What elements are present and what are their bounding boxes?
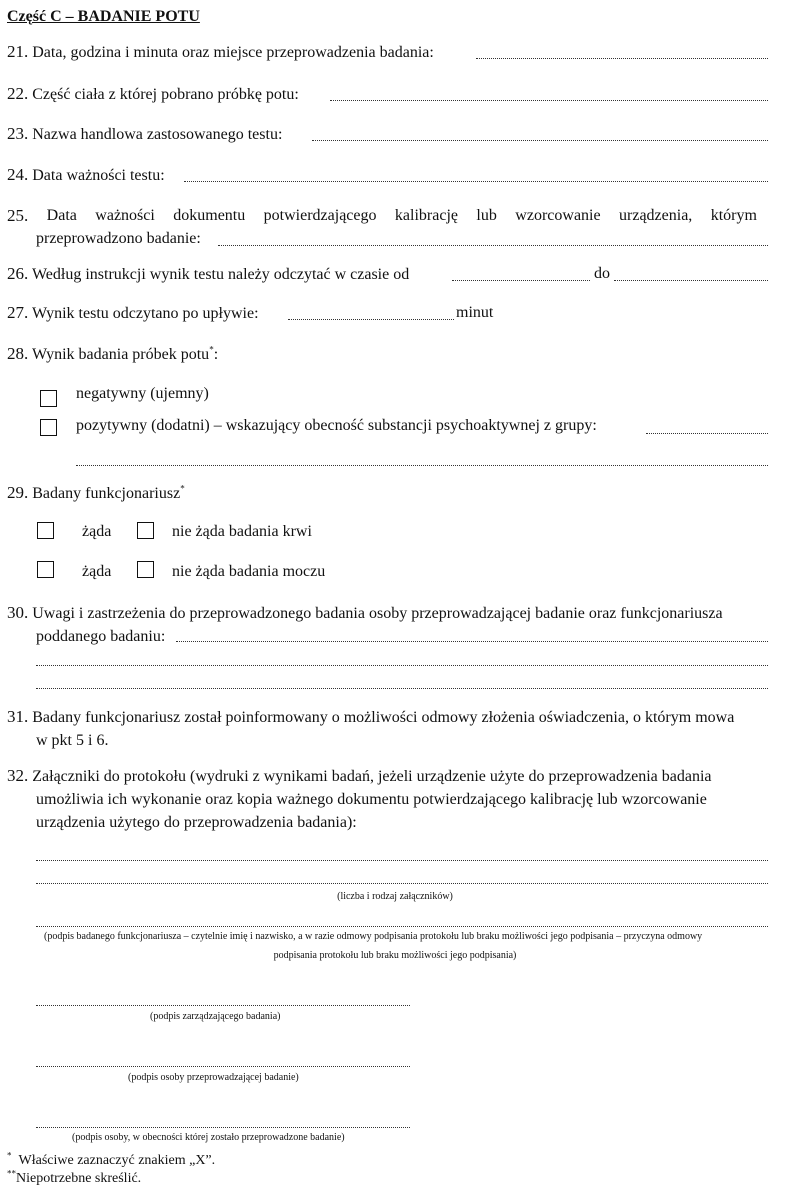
item-25-line2: przeprowadzono badanie:: [36, 230, 201, 247]
field-32-attachments[interactable]: [36, 860, 768, 861]
checkbox-urine-demands[interactable]: [37, 561, 54, 578]
item-32: [7, 766, 712, 787]
item-number: 22.: [7, 84, 29, 103]
field-24-test-expiry[interactable]: [184, 181, 768, 182]
item-24-label: Data ważności testu:: [32, 167, 165, 184]
item-30-line1: Uwagi i zastrzeżenia do przeprowadzonego badania osoby przeprowadzającej badanie oraz funkcjonariusza: [32, 605, 723, 622]
item-28-label: Wynik badania próbek potu: [31, 346, 210, 363]
footnote-1-mark: *: [7, 1150, 12, 1161]
item-26-label: Według instrukcji wynik testu należy odczytać w czasie od: [31, 266, 410, 283]
checkbox-urine-not-demands[interactable]: [137, 561, 154, 578]
item-25-word: którym: [710, 207, 757, 224]
item-number: 30.: [7, 603, 29, 622]
field-30-remarks-3[interactable]: [36, 688, 768, 689]
item-25-word: wzorcowanie: [515, 207, 601, 224]
item-28-colon: :: [213, 346, 219, 363]
caption-examiner-signature: (podpis osoby przeprowadzającej badanie): [128, 1072, 299, 1083]
item-24: [7, 165, 165, 186]
item-28: [7, 344, 218, 365]
item-21: [7, 42, 434, 63]
field-examiner-signature[interactable]: [36, 1066, 410, 1067]
urine-demands-label: żąda: [82, 563, 112, 580]
field-officer-signature[interactable]: [36, 926, 768, 927]
item-25-word: urządzenia,: [619, 207, 693, 224]
field-30-remarks[interactable]: [176, 641, 768, 642]
item-number: 26.: [7, 264, 29, 283]
item-number: 27.: [7, 303, 29, 322]
footnote-2: [7, 1170, 141, 1187]
item-27-unit: minut: [456, 304, 494, 321]
checkbox-positive[interactable]: [40, 419, 57, 436]
caption-witness-signature: (podpis osoby, w obecności której zostało przeprowadzone badanie): [72, 1132, 345, 1143]
item-31-line1: Badany funkcjonariusz został poinformowany o możliwości odmowy złożenia oświadczenia, o którym mowa: [32, 709, 735, 726]
field-25-calibration-date[interactable]: [218, 245, 768, 246]
item-31-line2: w pkt 5 i 6.: [36, 732, 109, 749]
section-title: Część C – BADANIE POTU: [7, 8, 200, 25]
item-25-word: Data: [46, 207, 77, 224]
field-30-remarks-2[interactable]: [36, 665, 768, 666]
field-orderer-signature[interactable]: [36, 1005, 410, 1006]
item-32-line1: Załączniki do protokołu (wydruki z wynikami badań, jeżeli urządzenie użyte do przeprowadzenia badania: [32, 768, 712, 785]
item-number: 23.: [7, 124, 29, 143]
item-27-label: Wynik testu odczytano po upływie:: [31, 305, 259, 322]
item-23: [7, 124, 282, 145]
item-32-line2: umożliwia ich wykonanie oraz kopia ważnego dokumentu potwierdzającego kalibrację lub wzorcowanie: [36, 791, 707, 808]
blood-demands-label: żąda: [82, 523, 112, 540]
option-negative-label: negatywny (ujemny): [76, 385, 209, 402]
item-number: 21.: [7, 42, 29, 61]
item-22-label: Część ciała z której pobrano próbkę potu:: [32, 86, 299, 103]
footnote-1-text: Właściwe zaznaczyć znakiem „X”.: [18, 1153, 216, 1168]
checkbox-negative[interactable]: [40, 390, 57, 407]
item-30-line2: poddanego badaniu:: [36, 628, 166, 645]
item-26-to: do: [594, 265, 610, 282]
item-25-word: kalibrację: [394, 207, 458, 224]
item-number: 28.: [7, 344, 29, 363]
item-21-label: Data, godzina i minuta oraz miejsce przeprowadzenia badania:: [32, 44, 434, 61]
item-22: [7, 84, 299, 105]
caption-orderer-signature: (podpis zarządzającego badania): [150, 1011, 281, 1022]
item-29: [7, 483, 185, 504]
item-23-label: Nazwa handlowa zastosowanego testu:: [32, 126, 283, 143]
option-positive-label: pozytywny (dodatni) – wskazujący obecność substancji psychoaktywnej z grupy:: [76, 417, 597, 434]
item-25-word: lub: [476, 207, 497, 224]
caption-officer-signature-1: (podpis badanego funkcjonariusza – czytelnie imię i nazwisko, a w razie odmowy podpisania protokołu lub braku możliwości jego podpisania – przyczyna odmowy: [44, 931, 703, 942]
field-26-time-to[interactable]: [614, 280, 768, 281]
item-number: 24.: [7, 165, 29, 184]
field-21-date-place[interactable]: [476, 58, 768, 59]
footnote-mark: *: [180, 483, 185, 494]
item-number: 29.: [7, 483, 29, 502]
item-number: 32.: [7, 766, 29, 785]
item-26: [7, 264, 409, 285]
caption-officer-signature-2: podpisania protokołu lub braku możliwości jego podpisania): [273, 950, 517, 961]
footnote-2-mark: **: [7, 1168, 16, 1179]
footnote-mark: *: [209, 344, 214, 355]
item-25-word: ważności: [95, 207, 155, 224]
item-25: [7, 206, 757, 226]
field-32-attachments-2[interactable]: [36, 883, 768, 884]
field-23-test-name[interactable]: [312, 140, 768, 141]
field-28-substance-group-cont[interactable]: [76, 465, 768, 466]
item-25-word: potwierdzającego: [263, 207, 377, 224]
item-32-line3: urządzenia użytego do przeprowadzenia badania):: [36, 814, 357, 831]
blood-not-demands-label: nie żąda badania krwi: [172, 523, 312, 540]
checkbox-blood-not-demands[interactable]: [137, 522, 154, 539]
footnote-1: [7, 1152, 215, 1169]
field-witness-signature[interactable]: [36, 1127, 410, 1128]
item-number: 25.: [7, 206, 29, 225]
urine-not-demands-label: nie żąda badania moczu: [172, 563, 326, 580]
field-27-minutes[interactable]: [288, 319, 454, 320]
caption-attachments: (liczba i rodzaj załączników): [337, 891, 453, 902]
item-27: [7, 303, 259, 324]
item-number: 31.: [7, 707, 29, 726]
item-31: [7, 707, 734, 728]
item-29-label: Badany funkcjonariusz: [32, 485, 181, 502]
field-22-body-part[interactable]: [330, 100, 768, 101]
field-26-time-from[interactable]: [452, 280, 590, 281]
item-25-word: dokumentu: [173, 207, 246, 224]
footnote-2-text: Niepotrzebne skreślić.: [16, 1171, 142, 1186]
field-28-substance-group[interactable]: [646, 433, 768, 434]
item-30: [7, 603, 723, 624]
checkbox-blood-demands[interactable]: [37, 522, 54, 539]
